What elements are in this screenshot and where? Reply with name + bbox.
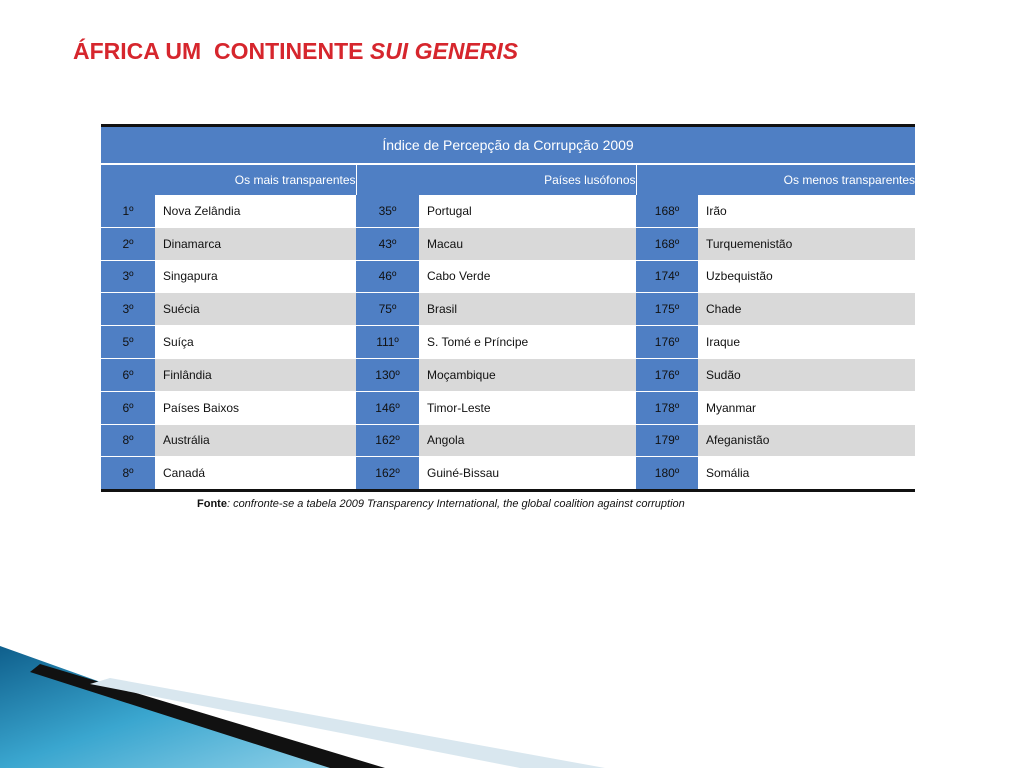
rank-cell-lusophone: 162º <box>356 457 419 491</box>
country-cell-least-transparent: Irão <box>698 195 915 227</box>
country-cell-least-transparent: Myanmar <box>698 391 915 424</box>
country-cell-most-transparent: Países Baixos <box>155 391 356 424</box>
rank-cell-lusophone: 35º <box>356 195 419 227</box>
rank-cell-least-transparent: 174º <box>636 260 698 293</box>
title-main: ÁFRICA UM CONTINENTE <box>73 38 370 64</box>
group-header-most-transparent: Os mais transparentes <box>101 164 356 195</box>
rank-cell-lusophone: 75º <box>356 293 419 326</box>
country-cell-least-transparent: Sudão <box>698 358 915 391</box>
country-cell-least-transparent: Uzbequistão <box>698 260 915 293</box>
country-cell-lusophone: S. Tomé e Príncipe <box>419 326 636 359</box>
rank-cell-most-transparent: 2º <box>101 227 155 260</box>
country-cell-least-transparent: Iraque <box>698 326 915 359</box>
rank-cell-lusophone: 43º <box>356 227 419 260</box>
country-cell-lusophone: Moçambique <box>419 358 636 391</box>
country-cell-least-transparent: Afeganistão <box>698 424 915 457</box>
country-cell-lusophone: Macau <box>419 227 636 260</box>
group-header-least-transparent: Os menos transparentes <box>636 164 915 195</box>
country-cell-most-transparent: Austrália <box>155 424 356 457</box>
rank-cell-lusophone: 146º <box>356 391 419 424</box>
country-cell-least-transparent: Chade <box>698 293 915 326</box>
rank-cell-most-transparent: 8º <box>101 424 155 457</box>
rank-cell-most-transparent: 3º <box>101 293 155 326</box>
country-cell-lusophone: Brasil <box>419 293 636 326</box>
title-italic: SUI GENERIS <box>369 38 519 64</box>
rank-cell-least-transparent: 180º <box>636 457 698 491</box>
country-cell-most-transparent: Suíça <box>155 326 356 359</box>
rank-cell-lusophone: 162º <box>356 424 419 457</box>
rank-cell-most-transparent: 3º <box>101 260 155 293</box>
rank-cell-lusophone: 130º <box>356 358 419 391</box>
rank-cell-most-transparent: 1º <box>101 195 155 227</box>
table-caption: Índice de Percepção da Corrupção 2009 <box>101 126 915 165</box>
country-cell-most-transparent: Nova Zelândia <box>155 195 356 227</box>
rank-cell-most-transparent: 6º <box>101 391 155 424</box>
rank-cell-most-transparent: 8º <box>101 457 155 491</box>
rank-cell-most-transparent: 5º <box>101 326 155 359</box>
rank-cell-least-transparent: 178º <box>636 391 698 424</box>
country-cell-least-transparent: Turquemenistão <box>698 227 915 260</box>
country-cell-least-transparent: Somália <box>698 457 915 491</box>
country-cell-most-transparent: Canadá <box>155 457 356 491</box>
country-cell-lusophone: Angola <box>419 424 636 457</box>
rank-cell-most-transparent: 6º <box>101 358 155 391</box>
rank-cell-least-transparent: 176º <box>636 326 698 359</box>
rank-cell-lusophone: 111º <box>356 326 419 359</box>
country-cell-most-transparent: Dinamarca <box>155 227 356 260</box>
rank-cell-least-transparent: 168º <box>636 195 698 227</box>
country-cell-most-transparent: Singapura <box>155 260 356 293</box>
source-label: Fonte <box>197 498 227 510</box>
rank-cell-least-transparent: 179º <box>636 424 698 457</box>
group-header-lusophone: Países lusófonos <box>356 164 636 195</box>
source-text: : confronte-se a tabela 2009 Transparency International, the global coalition against corruption <box>226 498 685 510</box>
country-cell-lusophone: Portugal <box>419 195 636 227</box>
country-cell-lusophone: Timor-Leste <box>419 391 636 424</box>
country-cell-lusophone: Guiné-Bissau <box>419 457 636 491</box>
country-cell-most-transparent: Suécia <box>155 293 356 326</box>
country-cell-lusophone: Cabo Verde <box>419 260 636 293</box>
rank-cell-least-transparent: 176º <box>636 358 698 391</box>
rank-cell-lusophone: 46º <box>356 260 419 293</box>
rank-cell-least-transparent: 168º <box>636 227 698 260</box>
rank-cell-least-transparent: 175º <box>636 293 698 326</box>
country-cell-most-transparent: Finlândia <box>155 358 356 391</box>
